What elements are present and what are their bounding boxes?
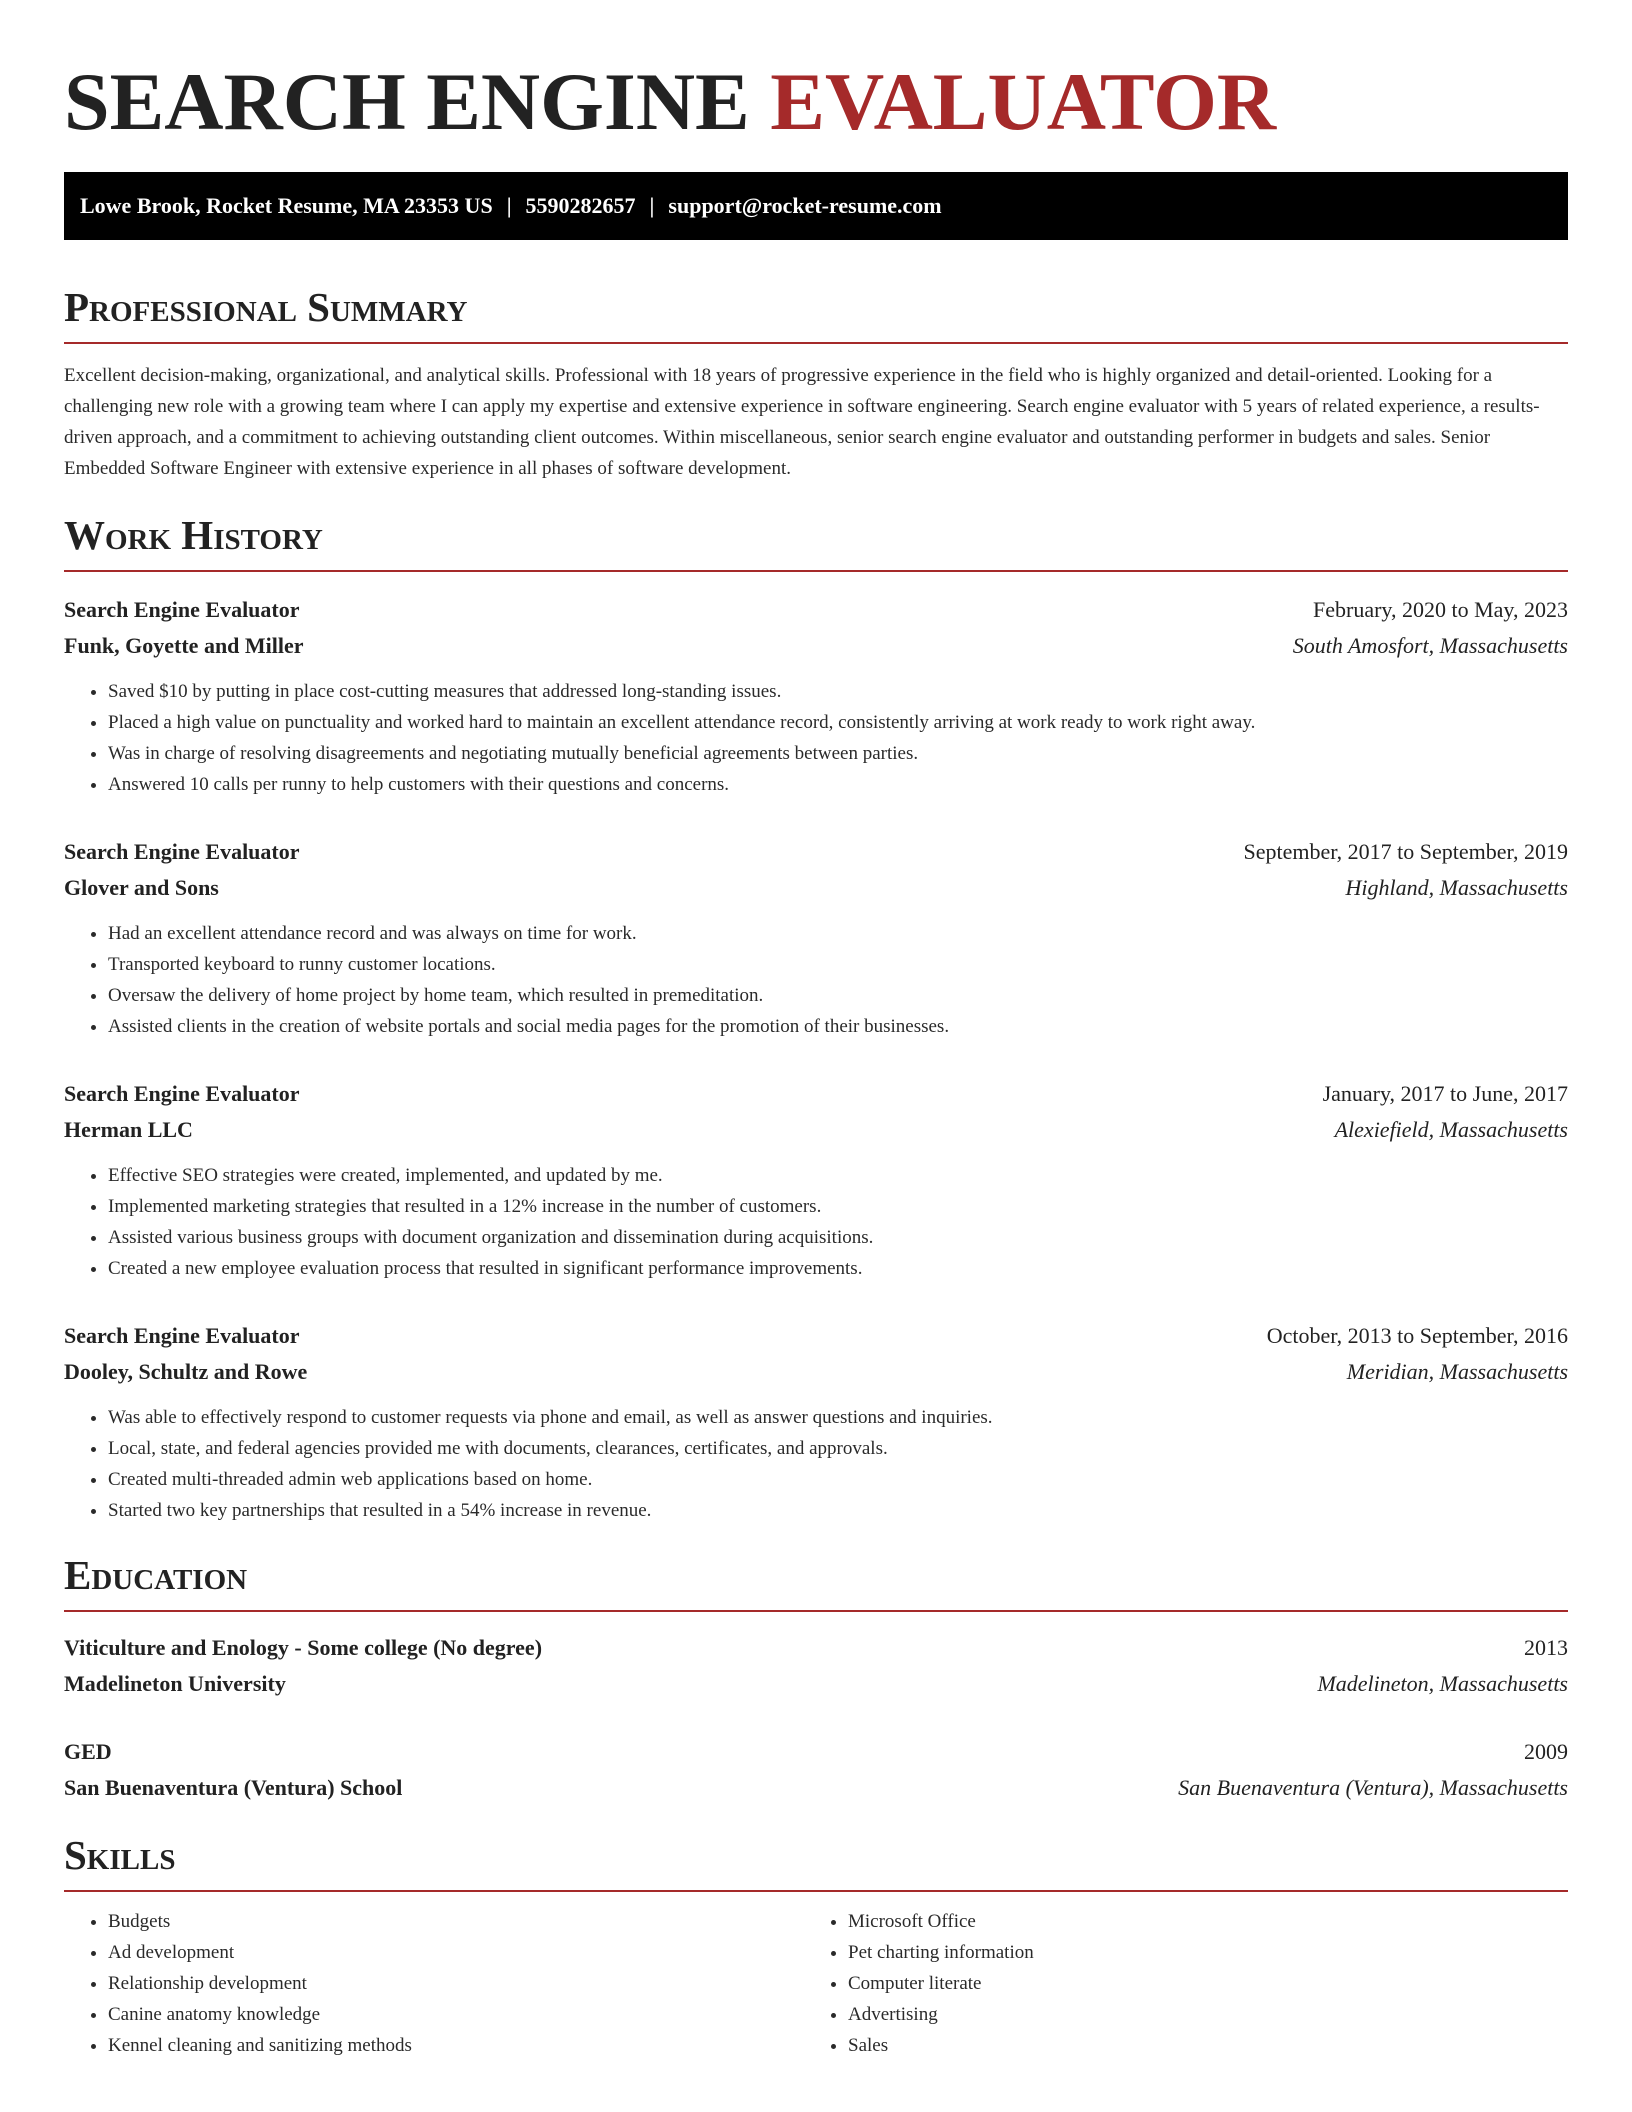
skill-item: • Sales — [848, 2030, 1544, 2061]
job-company-row — [64, 628, 1568, 664]
job-bullet: • Assisted various business groups with document organization and dissemination during acquisitions. — [108, 1222, 1568, 1253]
job-title: Search Engine Evaluator — [64, 839, 300, 864]
job-bullet: • Was in charge of resolving disagreements and negotiating mutually beneficial agreements between parties. — [108, 738, 1568, 769]
job-company-row — [64, 1354, 1568, 1390]
job-bullet: • Local, state, and federal agencies provided me with documents, clearances, certificates, and approvals. — [108, 1433, 1568, 1464]
education-entry — [64, 1734, 1568, 1806]
job-bullet: • Oversaw the delivery of home project by home team, which resulted in premeditation. — [108, 980, 1568, 1011]
education-entry — [64, 1630, 1568, 1702]
contact-separator: | — [506, 193, 512, 218]
contact-bar — [64, 172, 1568, 240]
job-bullets — [64, 1160, 1568, 1284]
job-location: South Amosfort, Massachusetts — [1292, 633, 1568, 658]
education-location: Madelineton, Massachusetts — [1317, 1671, 1568, 1696]
job-header-row — [64, 834, 1568, 870]
education-heading: Education — [64, 1550, 1568, 1612]
job-company-row — [64, 870, 1568, 906]
job-title: Search Engine Evaluator — [64, 597, 300, 622]
resume-title — [64, 0, 1568, 152]
job-entry — [64, 592, 1568, 800]
skills-heading: Skills — [64, 1830, 1568, 1892]
job-bullet: • Had an excellent attendance record and was always on time for work. — [108, 918, 1568, 949]
job-location: Meridian, Massachusetts — [1346, 1359, 1568, 1384]
summary-heading: Professional Summary — [64, 282, 1568, 344]
work-history-heading: Work History — [64, 510, 1568, 572]
skill-item: • Relationship development — [108, 1968, 804, 1999]
job-bullet: • Created multi-threaded admin web applications based on home. — [108, 1464, 1568, 1495]
job-company: Herman LLC — [64, 1117, 193, 1142]
education-degree-row — [64, 1630, 1568, 1666]
job-header-row — [64, 592, 1568, 628]
title-last: EVALUATOR — [770, 56, 1277, 147]
job-company: Dooley, Schultz and Rowe — [64, 1359, 308, 1384]
education-degree-row — [64, 1734, 1568, 1770]
job-company: Funk, Goyette and Miller — [64, 633, 304, 658]
skill-item: • Microsoft Office — [848, 1906, 1544, 1937]
job-bullet: • Created a new employee evaluation process that resulted in significant performance improvements. — [108, 1253, 1568, 1284]
job-location: Highland, Massachusetts — [1345, 875, 1568, 900]
job-entry — [64, 1076, 1568, 1284]
education-year: 2013 — [1524, 1635, 1568, 1660]
job-dates: September, 2017 to September, 2019 — [1243, 839, 1568, 864]
job-bullet: • Effective SEO strategies were created, implemented, and updated by me. — [108, 1160, 1568, 1191]
job-entry — [64, 1318, 1568, 1526]
skills-grid — [64, 1906, 1568, 2061]
job-bullet: • Started two key partnerships that resulted in a 54% increase in revenue. — [108, 1495, 1568, 1526]
job-bullets — [64, 676, 1568, 800]
job-header-row — [64, 1076, 1568, 1112]
job-title: Search Engine Evaluator — [64, 1081, 300, 1106]
job-bullet: • Implemented marketing strategies that resulted in a 12% increase in the number of customers. — [108, 1191, 1568, 1222]
job-location: Alexiefield, Massachusetts — [1334, 1117, 1568, 1142]
job-bullets — [64, 1402, 1568, 1526]
resume-page — [64, 0, 1568, 2061]
contact-email[interactable]: support@rocket-resume.com — [668, 193, 942, 218]
education-school-row — [64, 1666, 1568, 1702]
contact-address: Lowe Brook, Rocket Resume, MA 23353 US — [80, 193, 493, 218]
job-company-row — [64, 1112, 1568, 1148]
education-degree: Viticulture and Enology - Some college (No degree) — [64, 1635, 543, 1660]
education-school: Madelineton University — [64, 1671, 286, 1696]
education-location: San Buenaventura (Ventura), Massachusetts — [1178, 1775, 1568, 1800]
skills-column-left — [64, 1906, 804, 2061]
education-year: 2009 — [1524, 1739, 1568, 1764]
skill-item: • Advertising — [848, 1999, 1544, 2030]
skill-item: • Canine anatomy knowledge — [108, 1999, 804, 2030]
job-header-row — [64, 1318, 1568, 1354]
skill-item: • Kennel cleaning and sanitizing methods — [108, 2030, 804, 2061]
job-company: Glover and Sons — [64, 875, 219, 900]
job-title: Search Engine Evaluator — [64, 1323, 300, 1348]
job-bullet: • Saved $10 by putting in place cost-cutting measures that addressed long-standing issues. — [108, 676, 1568, 707]
contact-phone[interactable]: 5590282657 — [525, 193, 636, 218]
contact-separator: | — [649, 193, 655, 218]
job-bullet: • Assisted clients in the creation of website portals and social media pages for the promotion of their businesses. — [108, 1011, 1568, 1042]
skill-item: • Ad development — [108, 1937, 804, 1968]
education-school-row — [64, 1770, 1568, 1806]
job-bullet: • Was able to effectively respond to customer requests via phone and email, as well as answer questions and inquiries. — [108, 1402, 1568, 1433]
skill-item: • Budgets — [108, 1906, 804, 1937]
job-entry — [64, 834, 1568, 1042]
education-school: San Buenaventura (Ventura) School — [64, 1775, 403, 1800]
skill-item: • Computer literate — [848, 1968, 1544, 1999]
skill-item: • Pet charting information — [848, 1937, 1544, 1968]
skills-column-right — [804, 1906, 1544, 2061]
job-bullet: • Placed a high value on punctuality and worked hard to maintain an excellent attendance record, consistently arriving at work ready to work right away. — [108, 707, 1568, 738]
job-dates: October, 2013 to September, 2016 — [1266, 1323, 1568, 1348]
job-dates: January, 2017 to June, 2017 — [1322, 1081, 1568, 1106]
education-degree: GED — [64, 1739, 112, 1764]
title-first: SEARCH ENGINE — [64, 56, 750, 147]
summary-text: Excellent decision-making, organizational, and analytical skills. Professional with 18 years of progressive experience in the field who is highly organized and detail-oriented. Looking for a challenging new role with a growing team where I can apply my expertise and extensive experience in software engineering. Search engine evaluator with 5 years of related experience, a results-driven approach, and a commitment to achieving outstanding client outcomes. Within miscellaneous, senior search engine evaluator and outstanding performer in budgets and sales. Senior Embedded Software Engineer with extensive experience in all phases of software development. — [64, 365, 1540, 479]
job-bullet: • Answered 10 calls per runny to help customers with their questions and concerns. — [108, 769, 1568, 800]
job-dates: February, 2020 to May, 2023 — [1313, 597, 1568, 622]
job-bullets — [64, 918, 1568, 1042]
job-bullet: • Transported keyboard to runny customer locations. — [108, 949, 1568, 980]
